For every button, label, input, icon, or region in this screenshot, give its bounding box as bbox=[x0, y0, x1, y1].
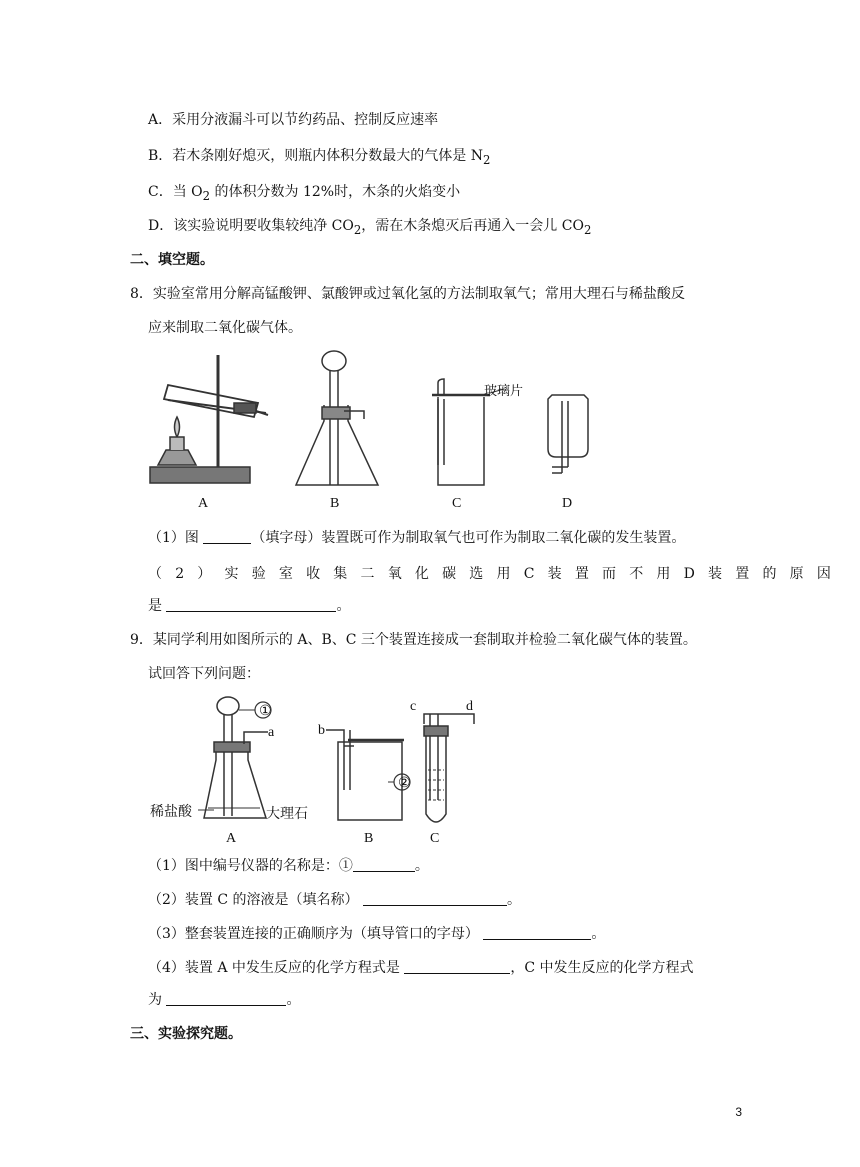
section-title-experiment: 三、实验探究题。 bbox=[130, 1026, 242, 1042]
fig-label-a: A bbox=[226, 831, 237, 846]
acid-label: 稀盐酸 bbox=[150, 804, 192, 820]
q8-sub-2-text: 是 bbox=[148, 598, 167, 614]
q9-sub-1-text: （1）图中编号仪器的名称是：① bbox=[148, 858, 353, 874]
apparatus-c bbox=[424, 714, 474, 822]
subscript: 2 bbox=[202, 188, 211, 203]
answer-blank[interactable] bbox=[363, 891, 507, 906]
q8-apparatus-figure bbox=[148, 345, 598, 513]
apparatus-d bbox=[548, 395, 588, 473]
subscript: 2 bbox=[483, 152, 491, 167]
option-c bbox=[148, 182, 460, 206]
answer-blank[interactable] bbox=[203, 529, 251, 544]
answer-blank[interactable] bbox=[166, 991, 286, 1006]
q8-sub-1 bbox=[148, 528, 685, 548]
q9-apparatus-figure bbox=[148, 690, 488, 852]
q9-sub-1-text-2: 。 bbox=[414, 858, 429, 874]
port-c-label: c bbox=[410, 699, 417, 714]
port-a-label: a bbox=[268, 725, 275, 740]
q8-sub-2-cont bbox=[148, 596, 350, 616]
option-d-text: D．该实验说明要收集较纯净 CO bbox=[148, 218, 354, 234]
glass-plate-label: 玻璃片 bbox=[484, 384, 524, 399]
q9-sub-2 bbox=[148, 890, 521, 910]
q9-sub-3-text-2: 。 bbox=[591, 926, 606, 942]
q9-sub-1 bbox=[148, 856, 429, 876]
option-d bbox=[148, 216, 591, 240]
apparatus-b bbox=[296, 351, 378, 485]
q8-sub-1-text: （1）图 bbox=[148, 530, 204, 546]
apparatus-c bbox=[432, 379, 490, 485]
q9-sub-4-text-4: 。 bbox=[286, 992, 301, 1008]
q9-sub-2-text: （2）装置 C 的溶液是（填名称） bbox=[148, 892, 363, 908]
fig-label-b: B bbox=[330, 496, 340, 511]
q9-sub-2-text-2: 。 bbox=[506, 892, 521, 908]
option-b-text: B．若木条刚好熄灭，则瓶内体积分数最大的气体是 N bbox=[148, 148, 483, 164]
page-number: 3 bbox=[735, 1105, 742, 1119]
port-d-label: d bbox=[466, 699, 473, 714]
q9-sub-4-cont bbox=[148, 990, 300, 1010]
fig-label-a: A bbox=[198, 496, 209, 511]
option-b bbox=[148, 146, 490, 170]
marble-label: 大理石 bbox=[266, 806, 308, 822]
apparatus-b bbox=[326, 730, 404, 820]
subscript: 2 bbox=[353, 222, 362, 237]
answer-blank[interactable] bbox=[353, 857, 415, 872]
option-d-text-2: ，需在木条熄灭后再通入一会儿 CO bbox=[361, 218, 584, 234]
fig-label-b: B bbox=[364, 831, 374, 846]
q9-text-1: 9．某同学利用如图所示的 A、B、C 三个装置连接成一套制取并检验二氧化碳气体的装置。 bbox=[130, 632, 697, 648]
answer-blank[interactable] bbox=[483, 925, 591, 940]
q9-sub-4-text: （4）装置 A 中发生反应的化学方程式是 bbox=[148, 960, 405, 976]
section-title-fill-in: 二、填空题。 bbox=[130, 252, 214, 268]
circle-1-label: ① bbox=[259, 704, 272, 719]
subscript: 2 bbox=[583, 222, 592, 237]
answer-blank[interactable] bbox=[404, 959, 510, 974]
q9-sub-4 bbox=[148, 958, 694, 978]
option-a: A．采用分液漏斗可以节约药品、控制反应速率 bbox=[148, 112, 439, 128]
q8-sub-1-text-2: （填字母）装置既可作为制取氧气也可作为制取二氧化碳的发生装置。 bbox=[251, 530, 686, 546]
q9-sub-3 bbox=[148, 924, 605, 944]
q8-sub-2-text-2: 。 bbox=[336, 598, 351, 614]
port-b-label: b bbox=[318, 723, 325, 738]
q8-text-1: 8．实验室常用分解高锰酸钾、氯酸钾或过氧化氢的方法制取氧气；常用大理石与稀盐酸反 bbox=[130, 286, 685, 302]
fig-label-c: C bbox=[452, 496, 462, 511]
option-c-text: C．当 O bbox=[148, 184, 203, 200]
q9-sub-4-text-2: ，C 中发生反应的化学方程式 bbox=[510, 960, 694, 976]
fig-label-d: D bbox=[562, 496, 573, 511]
q9-text-2: 试回答下列问题： bbox=[148, 666, 260, 682]
fig-label-c: C bbox=[430, 831, 440, 846]
option-c-text-2: 的体积分数为 12%时，木条的火焰变小 bbox=[210, 184, 461, 200]
q9-sub-4-text-3: 为 bbox=[148, 992, 167, 1008]
circle-2-label: ② bbox=[398, 776, 411, 791]
q8-text-2: 应来制取二氧化碳气体。 bbox=[148, 320, 302, 336]
apparatus-a bbox=[150, 355, 268, 483]
q9-sub-3-text: （3）整套装置连接的正确顺序为（填导管口的字母） bbox=[148, 926, 484, 942]
answer-blank[interactable] bbox=[166, 597, 336, 612]
q8-sub-2: （2）实验室收集二氧化碳选用C装置而不用D装置的原因 bbox=[148, 566, 845, 582]
